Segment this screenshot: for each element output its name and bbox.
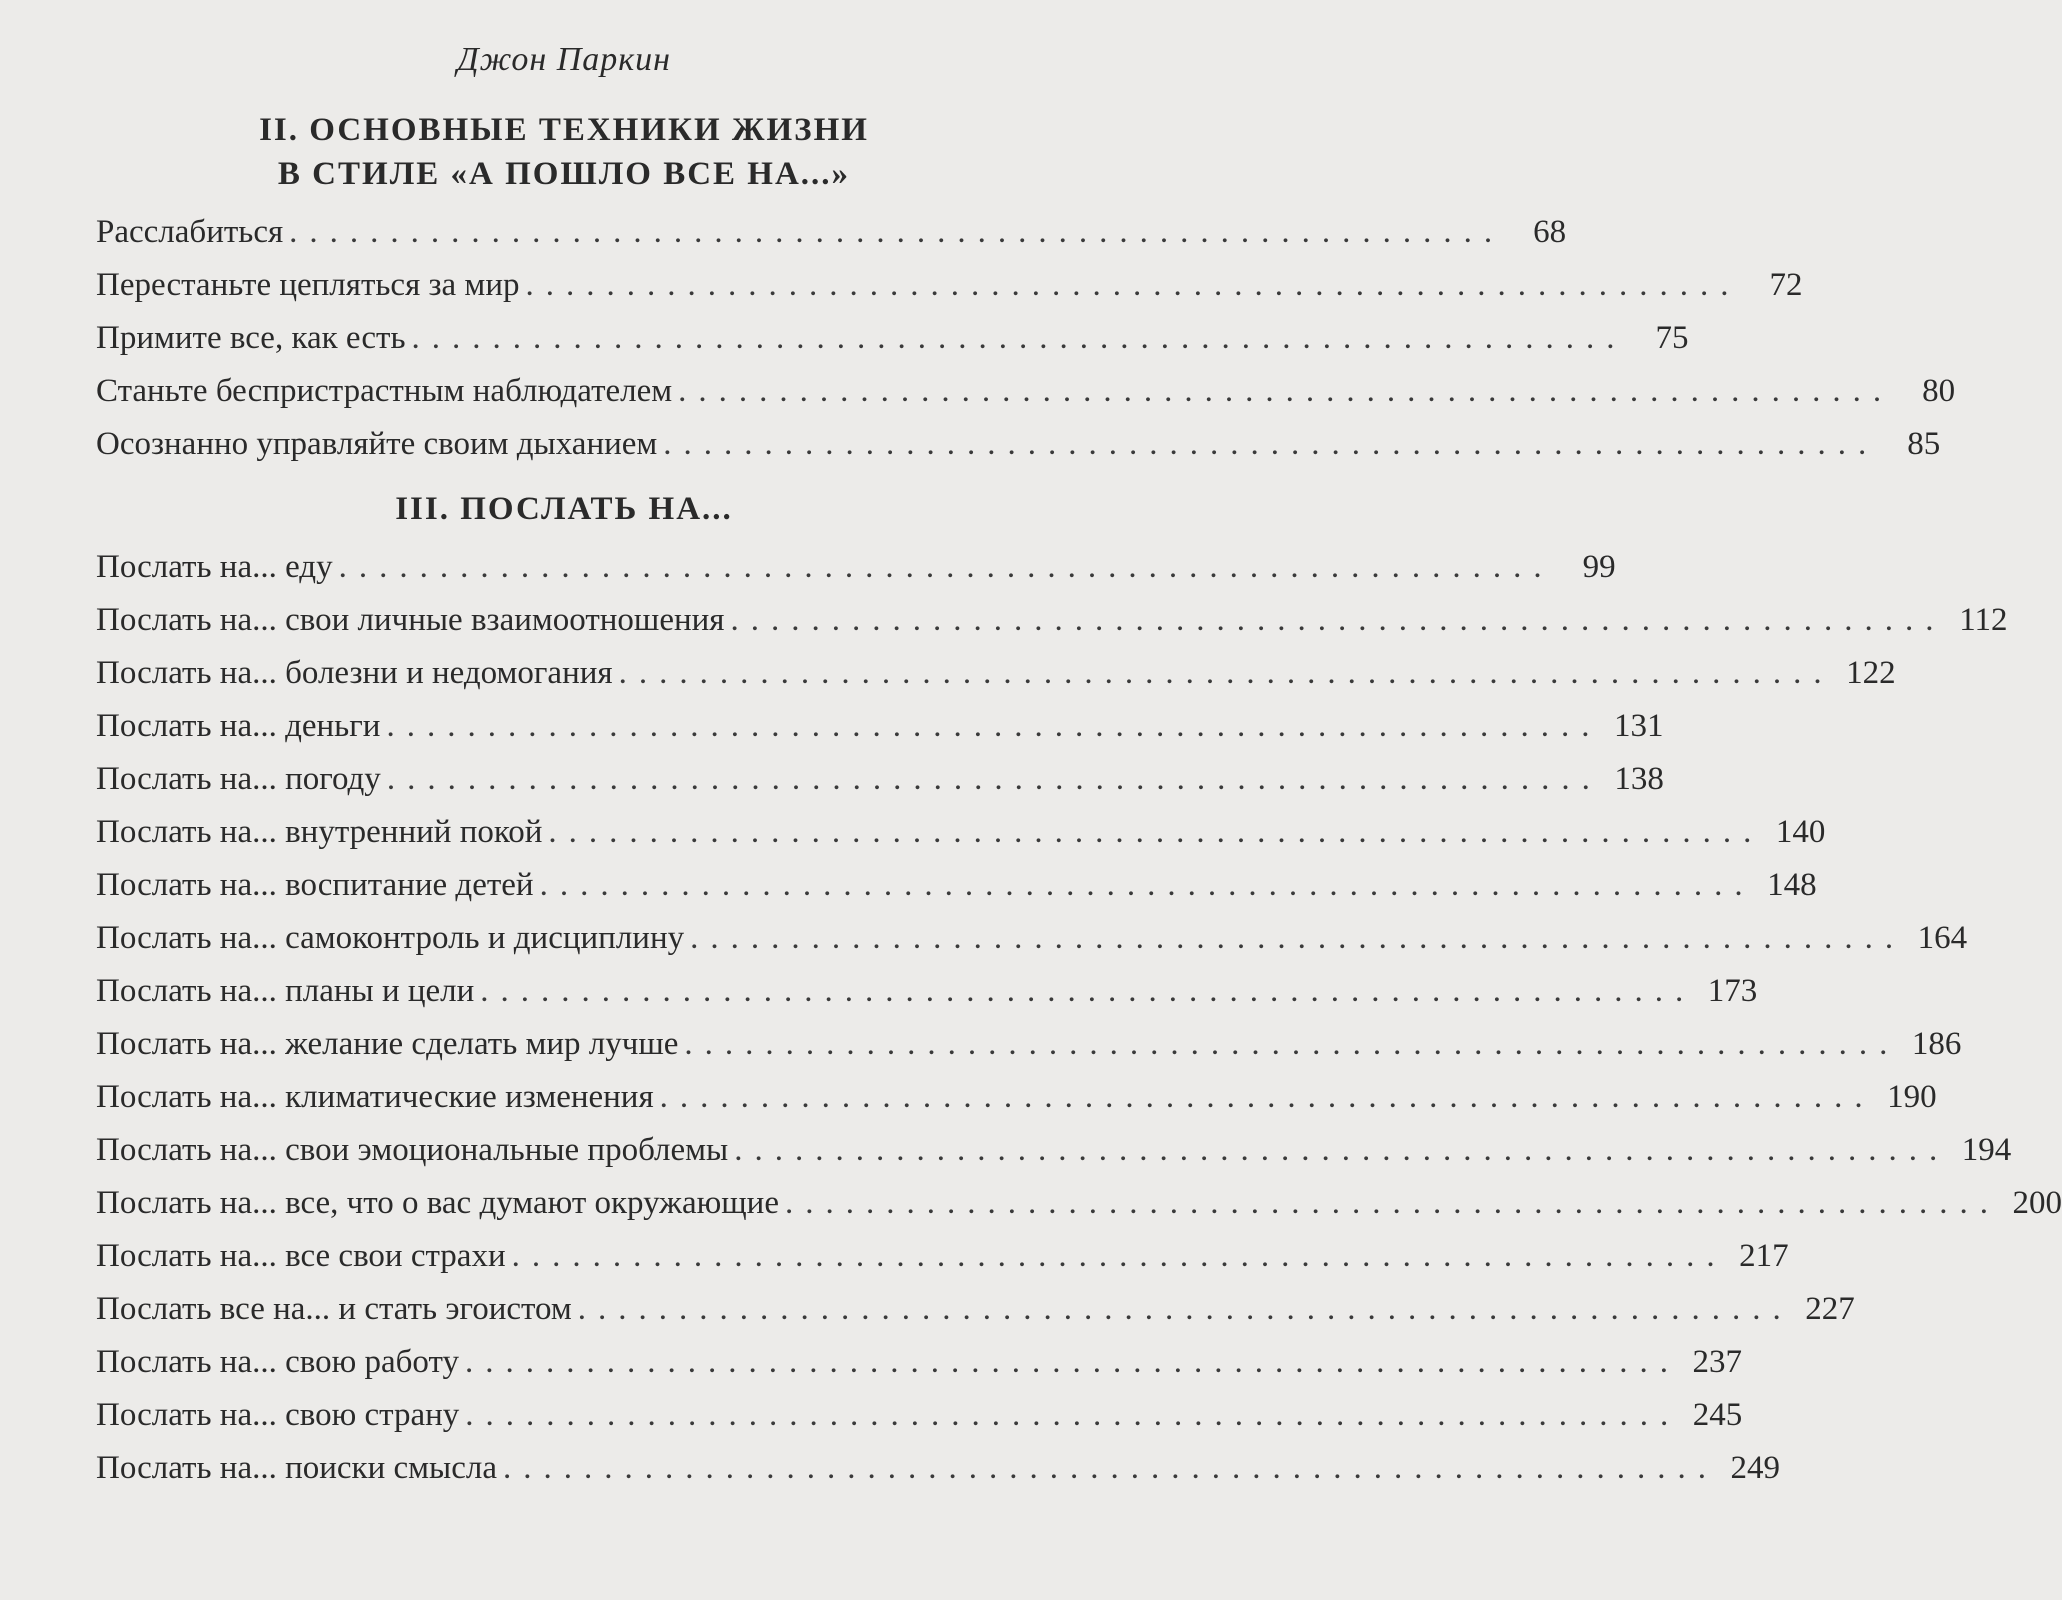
toc-entry-title: Послать на... планы и цели	[96, 973, 475, 1009]
toc-entry	[96, 312, 1689, 365]
toc-entry	[96, 1018, 1962, 1071]
toc-entry-title: Послать на... болезни и недомогания	[96, 655, 613, 691]
toc-entry-title: Послать на... поиски смысла	[96, 1450, 497, 1486]
toc-entry-title: Примите все, как есть	[96, 320, 406, 356]
toc-dot-leader: ............................................................	[730, 602, 1946, 638]
toc-entry-page: 190	[1887, 1079, 1937, 1115]
toc-entry-title: Послать на... свою страну	[96, 1397, 460, 1433]
toc-dot-leader: ............................................................	[577, 1291, 1793, 1327]
toc-dot-leader: ............................................................	[618, 655, 1834, 691]
toc-entry	[96, 753, 1664, 806]
toc-dot-leader: ............................................................	[734, 1132, 1950, 1168]
toc-dot-leader: ............................................................	[338, 549, 1554, 585]
toc-entry-title: Послать на... деньги	[96, 708, 381, 744]
toc-entry	[96, 859, 1817, 912]
toc-entry-title: Расслабиться	[96, 214, 284, 250]
toc-entry-page: 164	[1917, 920, 1968, 956]
toc-dot-leader: ............................................................	[511, 1238, 1727, 1274]
toc-entry	[96, 1336, 1742, 1389]
toc-dot-leader: ............................................................	[386, 708, 1602, 744]
toc-entry-title: Послать все на... и стать эгоистом	[96, 1291, 572, 1327]
toc-entry-title: Послать на... желание сделать мир лучше	[96, 1026, 679, 1062]
toc-dot-leader: ............................................................	[548, 814, 1764, 850]
toc-entry-title: Послать на... климатические изменения	[96, 1079, 654, 1115]
toc-entry	[96, 1071, 1937, 1124]
toc-dot-leader: ............................................................	[289, 214, 1505, 250]
toc-dot-leader: ............................................................	[480, 973, 1696, 1009]
toc-entry-title: Послать на... погоду	[96, 761, 381, 797]
toc-dot-leader: ............................................................	[411, 320, 1627, 356]
toc-entry-title: Послать на... все, что о вас думают окружающие	[96, 1185, 779, 1221]
section-2-toc-list	[96, 206, 1956, 471]
toc-entry-page: 68	[1533, 214, 1567, 250]
toc-entry-page: 80	[1922, 373, 1956, 409]
toc-dot-leader: ............................................................	[663, 426, 1879, 462]
toc-entry	[96, 1283, 1855, 1336]
toc-entry	[96, 541, 1616, 594]
toc-entry-title: Осознанно управляйте своим дыханием	[96, 426, 658, 462]
toc-dot-leader: ............................................................	[690, 920, 1906, 956]
toc-entry	[96, 206, 1567, 259]
toc-entry-page: 227	[1805, 1291, 1855, 1327]
toc-dot-leader: ............................................................	[464, 1344, 1680, 1380]
toc-entry-title: Послать на... воспитание детей	[96, 867, 534, 903]
toc-entry-title: Послать на... свои эмоциональные проблемы	[96, 1132, 729, 1168]
toc-entry	[96, 700, 1664, 753]
toc-entry-title: Перестаньте цепляться за мир	[96, 267, 520, 303]
toc-entry	[96, 1177, 2062, 1230]
section-2-title-line-1: II. ОСНОВНЫЕ ТЕХНИКИ ЖИЗНИ	[259, 112, 869, 148]
toc-entry	[96, 365, 1956, 418]
toc-dot-leader: ............................................................	[539, 867, 1755, 903]
toc-entry-page: 148	[1767, 867, 1817, 903]
toc-entry	[96, 418, 1941, 471]
toc-dot-leader: ............................................................	[502, 1450, 1718, 1486]
section-2-title	[96, 108, 1032, 196]
toc-entry-title: Послать на... еду	[96, 549, 333, 585]
toc-entry-page: 249	[1730, 1450, 1780, 1486]
toc-entry-title: Послать на... самоконтроль и дисциплину	[96, 920, 685, 956]
toc-dot-leader: ............................................................	[784, 1185, 2000, 1221]
toc-entry-page: 75	[1655, 320, 1689, 356]
section-3-title-text: III. ПОСЛАТЬ НА...	[395, 491, 733, 527]
toc-dot-leader: ............................................................	[386, 761, 1602, 797]
toc-entry	[96, 1230, 1789, 1283]
toc-entry	[96, 965, 1758, 1018]
toc-entry-page: 186	[1911, 1026, 1962, 1062]
toc-entry-page: 173	[1707, 973, 1758, 1009]
toc-entry	[96, 1442, 1780, 1495]
toc-entry-page: 200	[2012, 1185, 2062, 1221]
toc-entry-title: Послать на... внутренний покой	[96, 814, 543, 850]
section-3-title	[96, 487, 1032, 531]
section-2-title-line-2: В СТИЛЕ «А ПОШЛО ВСЕ НА...»	[277, 156, 851, 192]
toc-entry-page: 140	[1775, 814, 1826, 850]
toc-entry-page: 138	[1614, 761, 1664, 797]
toc-dot-leader: ............................................................	[678, 373, 1894, 409]
toc-entry-page: 131	[1613, 708, 1664, 744]
toc-entry	[96, 647, 1896, 700]
toc-entry-title: Станьте беспристрастным наблюдателем	[96, 373, 673, 409]
toc-entry-page: 72	[1769, 267, 1803, 303]
toc-dot-leader: ............................................................	[525, 267, 1741, 303]
toc-dot-leader: ............................................................	[465, 1397, 1681, 1433]
toc-dot-leader: ............................................................	[684, 1026, 1900, 1062]
toc-entry-page: 85	[1907, 426, 1941, 462]
toc-entry	[96, 806, 1826, 859]
toc-entry-page: 122	[1846, 655, 1896, 691]
toc-entry	[96, 1389, 1743, 1442]
toc-entry-page: 237	[1692, 1344, 1742, 1380]
toc-entry	[96, 259, 1803, 312]
toc-entry-page: 112	[1959, 602, 2008, 638]
toc-entry	[96, 1124, 2012, 1177]
toc-entry-title: Послать на... все свои страхи	[96, 1238, 506, 1274]
toc-entry	[96, 594, 2008, 647]
toc-entry-page: 194	[1961, 1132, 2012, 1168]
toc-entry-title: Послать на... свою работу	[96, 1344, 459, 1380]
toc-entry-page: 99	[1582, 549, 1616, 585]
toc-entry	[96, 912, 1968, 965]
running-head: Джон Паркин	[456, 41, 672, 78]
toc-entry-title: Послать на... свои личные взаимоотношения	[96, 602, 725, 638]
toc-entry-page: 217	[1739, 1238, 1789, 1274]
section-3-toc-list	[96, 541, 2062, 1495]
toc-entry-page: 245	[1692, 1397, 1743, 1433]
toc-dot-leader: ............................................................	[659, 1079, 1875, 1115]
